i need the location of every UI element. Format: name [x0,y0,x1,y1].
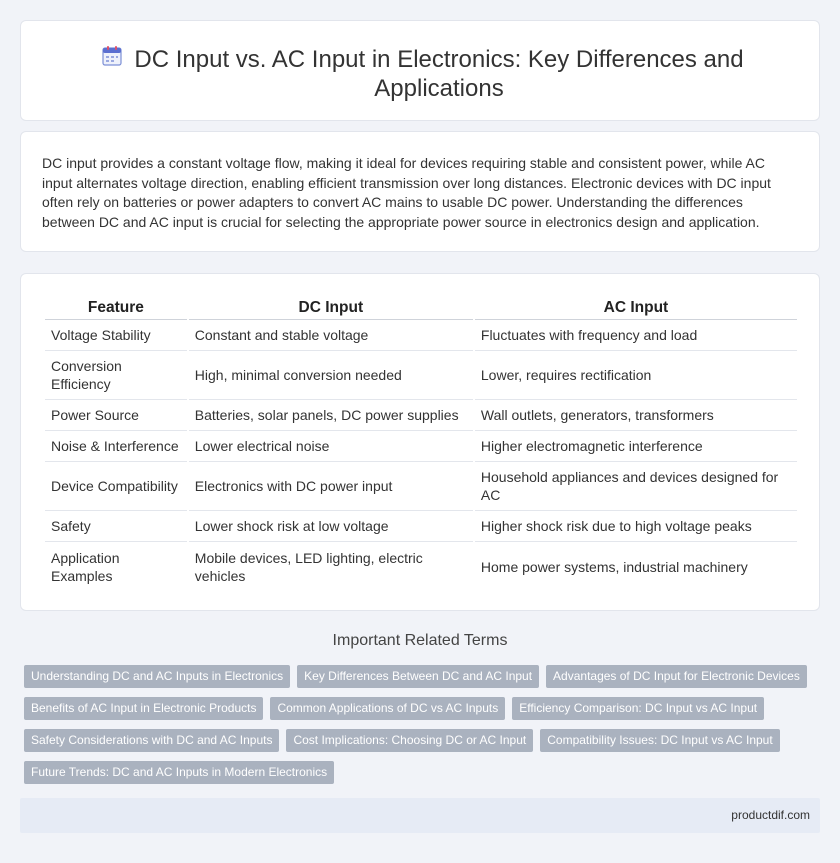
page-title: DC Input vs. AC Input in Electronics: Key Differences and Applications [134,46,744,102]
dc-cell: Lower electrical noise [189,431,473,462]
footer [20,798,820,833]
intro-paragraph: DC input provides a constant voltage flow, making it ideal for devices requiring stable and consistent power, while AC input alternates voltage direction, enabling efficient transmission over long distances. Electronic devices with DC input often rely on batteries or power adapters to convert AC mains to usable DC power. Understanding the differences between DC and AC input is crucial for selecting the appropriate power source in electronics design and application. [42,155,771,230]
table-row [45,511,797,542]
table-row [45,431,797,462]
feature-cell: Conversion Efficiency [45,351,187,400]
dc-cell: Batteries, solar panels, DC power supplies [189,400,473,431]
ac-cell: Higher shock risk due to high voltage peaks [475,511,797,542]
header-feature: Feature [45,296,187,320]
table-row [45,320,797,351]
footer-site-link[interactable]: productdif.com [731,808,810,822]
feature-cell: Power Source [45,400,187,431]
related-term-tag[interactable]: Key Differences Between DC and AC Input [297,665,539,688]
header-ac-input: AC Input [475,296,797,320]
tag-row [24,729,814,752]
related-term-tag[interactable]: Safety Considerations with DC and AC Inputs [24,729,279,752]
feature-cell: Noise & Interference [45,431,187,462]
header-card [20,20,820,121]
dc-cell: Mobile devices, LED lighting, electric vehicles [194,549,423,584]
related-term-tag[interactable]: Future Trends: DC and AC Inputs in Modern Electronics [24,761,334,784]
related-term-tag[interactable]: Common Applications of DC vs AC Inputs [270,697,505,720]
table-row [45,462,797,511]
related-term-tag[interactable]: Efficiency Comparison: DC Input vs AC Input [512,697,764,720]
feature-cell: Device Compatibility [45,462,187,511]
related-term-tag[interactable]: Compatibility Issues: DC Input vs AC Input [540,729,779,752]
ac-cell: Household appliances and devices designed for AC [475,462,797,511]
ac-cell: Home power systems, industrial machinery [480,558,748,575]
related-term-tag[interactable]: Benefits of AC Input in Electronic Products [24,697,263,720]
dc-cell: Electronics with DC power input [189,462,473,511]
tag-row [24,665,814,688]
dc-cell: High, minimal conversion needed [189,351,473,400]
comparison-card [20,273,820,611]
table-row [45,542,797,591]
feature-cell: Application Examples [51,549,120,584]
table-header-row [45,296,797,320]
related-term-tag[interactable]: Understanding DC and AC Inputs in Electronics [24,665,290,688]
table-row [45,400,797,431]
tag-row [24,761,814,784]
related-term-tag[interactable]: Cost Implications: Choosing DC or AC Input [286,729,533,752]
ac-cell: Lower, requires rectification [475,351,797,400]
related-terms-tags [24,665,814,793]
ac-cell: Fluctuates with frequency and load [475,320,797,351]
feature-cell: Voltage Stability [45,320,187,351]
comparison-table [43,296,799,591]
header-dc-input: DC Input [189,296,473,320]
related-term-tag[interactable]: Advantages of DC Input for Electronic Devices [546,665,807,688]
related-terms-title: Important Related Terms [332,632,508,649]
dc-cell: Constant and stable voltage [189,320,473,351]
table-row [45,351,797,400]
ac-cell: Higher electromagnetic interference [475,431,797,462]
tag-row [24,697,814,720]
dc-cell: Lower shock risk at low voltage [189,511,473,542]
intro-card [20,131,820,252]
ac-cell: Wall outlets, generators, transformers [475,400,797,431]
feature-cell: Safety [45,511,187,542]
